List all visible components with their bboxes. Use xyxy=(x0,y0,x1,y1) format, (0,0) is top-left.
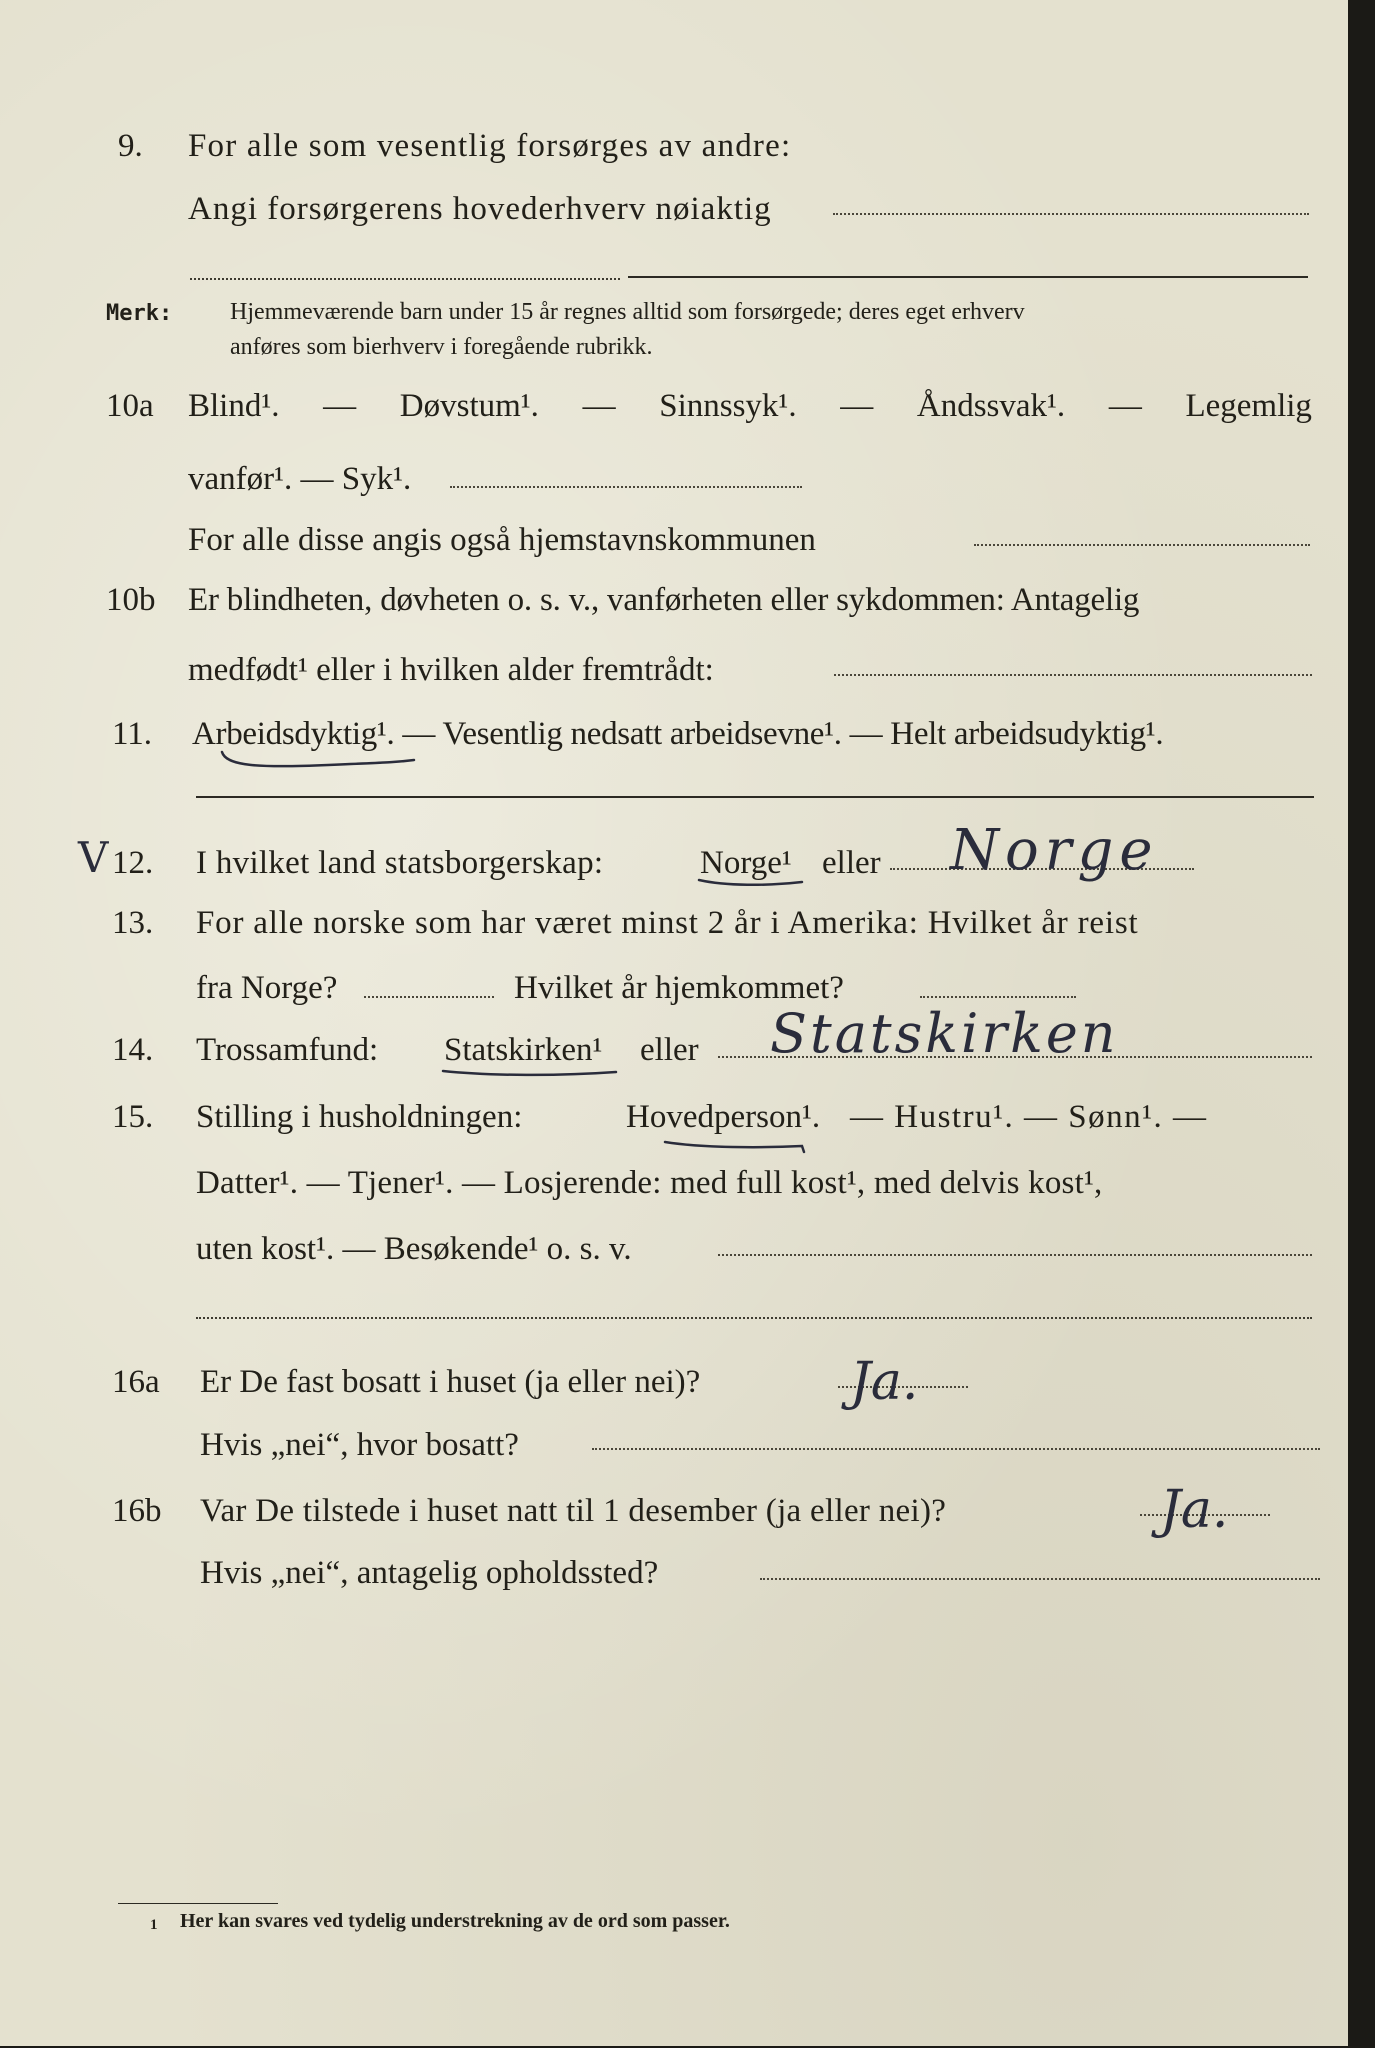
q10a-option-andssvak: Åndssvak¹. xyxy=(916,388,1066,424)
merk-label: Merk: xyxy=(106,301,173,326)
q16b-handwritten-answer: Ja. xyxy=(1160,1480,1229,1540)
q10a-options-row xyxy=(188,386,1312,426)
q10a-syk-answer-line[interactable] xyxy=(450,486,802,488)
q10a-dash: — xyxy=(1108,388,1142,424)
q12-underline-mark xyxy=(696,874,806,890)
q16b-opholdssted-answer-line[interactable] xyxy=(760,1578,1320,1580)
q16a-line1: Er De fast bosatt i huset (ja eller nei)? xyxy=(200,1364,701,1400)
q13-hjemkommet-answer-line[interactable] xyxy=(920,996,1076,998)
q14-handwritten-answer: Statskirken xyxy=(770,1002,1119,1065)
q9-line2: Angi forsørgerens hovederhverv nøiaktig xyxy=(188,191,772,227)
q10b-line1: Er blindheten, døvheten o. s. v., vanførheten eller sykdommen: Antagelig xyxy=(188,582,1140,618)
q15-answer-line[interactable] xyxy=(718,1254,1312,1256)
q13-line2a: fra Norge? xyxy=(196,970,338,1006)
q10b-number: 10b xyxy=(106,582,156,618)
q16a-line2: Hvis „nei“, hvor bosatt? xyxy=(200,1427,519,1463)
q16a-handwritten-answer: Ja. xyxy=(850,1352,919,1412)
q16a-number: 16a xyxy=(112,1364,160,1400)
q14-underline-mark xyxy=(440,1066,620,1080)
q13-reist-answer-line[interactable] xyxy=(364,996,494,998)
q10a-dash: — xyxy=(582,388,616,424)
q10a-hjemstavn-answer-line[interactable] xyxy=(974,544,1310,546)
q16b-line1: Var De tilstede i huset natt til 1 desember (ja eller nei)? xyxy=(200,1493,947,1529)
q15-answer-line-2[interactable] xyxy=(196,1317,1312,1319)
merk-line1: Hjemmeværende barn under 15 år regnes alltid som forsørgede; deres eget erhverv xyxy=(230,299,1025,325)
q15-number: 15. xyxy=(112,1099,154,1135)
q9-line1: For alle som vesentlig forsørges av andre: xyxy=(188,128,792,164)
q14-or: eller xyxy=(640,1032,699,1068)
q15-line3: uten kost¹. — Besøkende¹ o. s. v. xyxy=(196,1231,632,1267)
merk-line2: anføres som bierhverv i foregående rubrikk. xyxy=(230,334,653,360)
q15-underline-mark xyxy=(662,1136,812,1158)
q10a-line2: vanfør¹. — Syk¹. xyxy=(188,461,412,497)
q12-handwritten-answer: Norge xyxy=(950,818,1159,883)
q10b-answer-line[interactable] xyxy=(834,674,1312,676)
q9-answer-line-2a[interactable] xyxy=(190,278,620,280)
q11-line1: Arbeidsdyktig¹. — Vesentlig nedsatt arbeidsevne¹. — Helt arbeidsudyktig¹. xyxy=(192,716,1164,752)
q11-underline-mark xyxy=(218,748,418,774)
q10a-option-blind: Blind¹. xyxy=(188,388,280,424)
q10a-line3: For alle disse angis også hjemstavnskommunen xyxy=(188,522,816,558)
footnote-separator xyxy=(118,1903,278,1904)
q13-line2b: Hvilket år hjemkommet? xyxy=(514,970,844,1006)
q10a-dash: — xyxy=(323,388,357,424)
q16b-line2: Hvis „nei“, antagelig opholdssted? xyxy=(200,1555,659,1591)
q10a-dash: — xyxy=(840,388,874,424)
q15-line1c: — Hustru¹. — Sønn¹. — xyxy=(850,1099,1208,1135)
q12-or: eller xyxy=(822,845,881,881)
q13-line1: For alle norske som har været minst 2 år i Amerika: Hvilket år reist xyxy=(196,905,1139,941)
q10a-option-sinnssyk: Sinnssyk¹. xyxy=(659,388,797,424)
q14-number: 14. xyxy=(112,1032,154,1068)
q9-number: 9. xyxy=(118,128,143,164)
q10a-number: 10a xyxy=(106,388,154,424)
q9-answer-line-2b[interactable] xyxy=(628,276,1308,278)
q12-line1: I hvilket land statsborgerskap: xyxy=(196,845,604,881)
q16b-number: 16b xyxy=(112,1493,162,1529)
q16a-bosatt-answer-line[interactable] xyxy=(592,1448,1320,1450)
q10b-line2: medfødt¹ eller i hvilken alder fremtrådt: xyxy=(188,652,714,688)
q12-check-mark: V xyxy=(78,833,109,882)
q15-line1a: Stilling i husholdningen: xyxy=(196,1099,523,1135)
q10a-option-dovstum: Døvstum¹. xyxy=(399,388,539,424)
q11-answer-line[interactable] xyxy=(196,796,1314,798)
q12-option-norge: Norge¹ xyxy=(700,845,792,881)
q10a-option-legemlig: Legemlig xyxy=(1185,388,1312,424)
q15-line2: Datter¹. — Tjener¹. — Losjerende: med full kost¹, med delvis kost¹, xyxy=(196,1165,1103,1201)
footnote-mark: 1 xyxy=(150,1917,158,1933)
footnote-text: Her kan svares ved tydelig understrekning av de ord som passer. xyxy=(180,1910,730,1932)
q13-number: 13. xyxy=(112,905,154,941)
q12-number: 12. xyxy=(112,845,154,881)
q9-answer-line[interactable] xyxy=(833,213,1309,215)
q14-label: Trossamfund: xyxy=(196,1032,379,1068)
q14-option-statskirken: Statskirken¹ xyxy=(444,1032,603,1068)
q15-option-hovedperson: Hovedperson¹. xyxy=(626,1099,821,1135)
q11-number: 11. xyxy=(112,716,153,752)
